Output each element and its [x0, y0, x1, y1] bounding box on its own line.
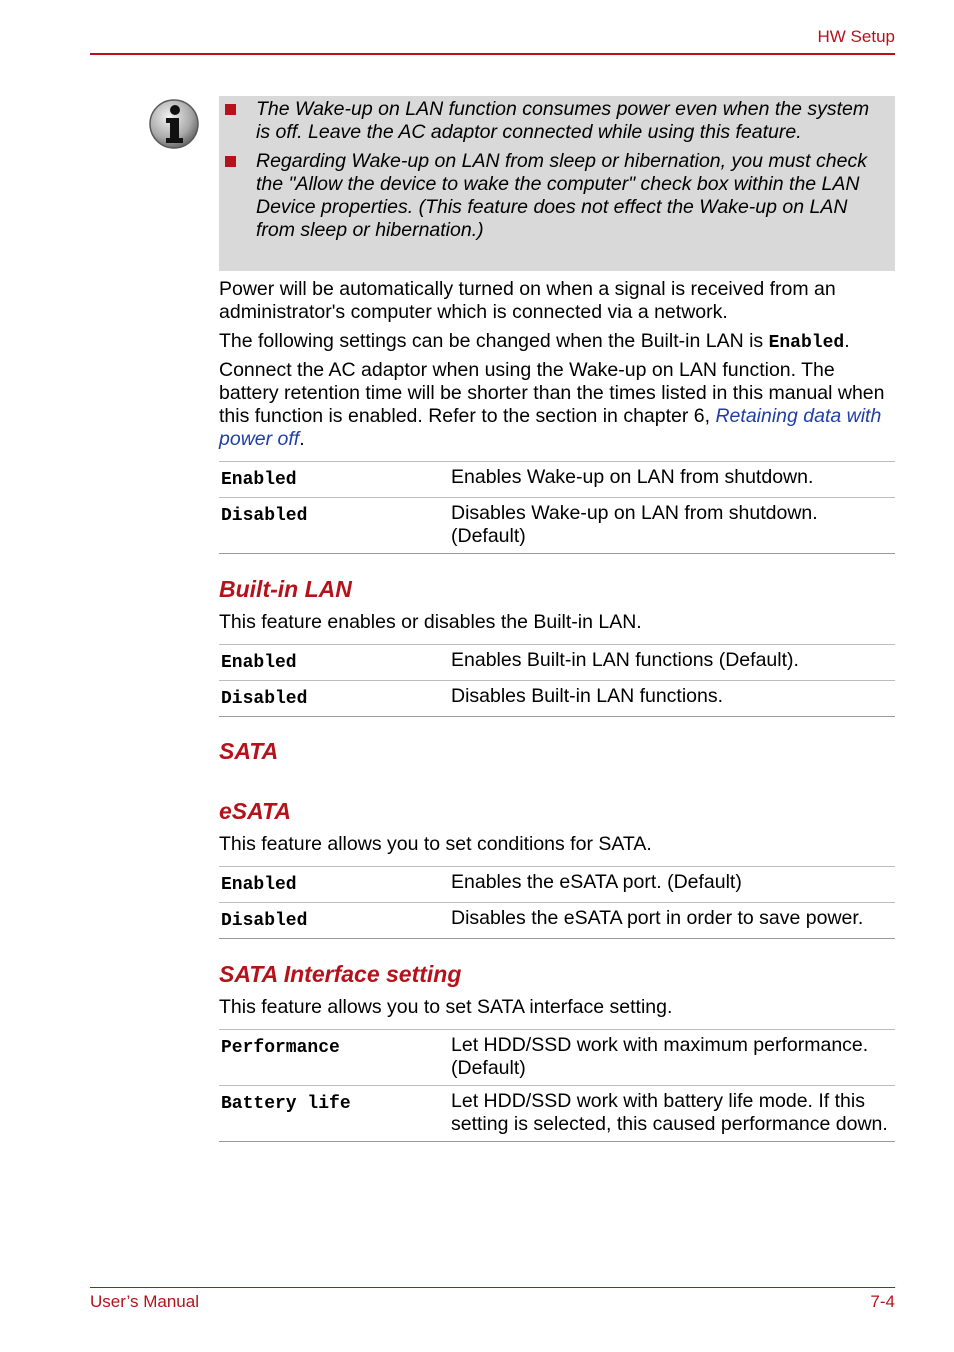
note-item: [219, 150, 887, 242]
option-desc: Enables Wake-up on LAN from shutdown.: [449, 462, 895, 498]
sata-interface-table: [219, 1029, 895, 1142]
running-header: HW Setup: [817, 27, 895, 46]
table-row: [219, 1030, 895, 1086]
option-desc: Let HDD/SSD work with battery life mode. If this setting is selected, this caused performance down.: [449, 1086, 895, 1142]
option-key: Performance: [219, 1030, 449, 1086]
paragraph-text: .: [299, 428, 305, 450]
retaining-data-link[interactable]: Retaining data with power off: [219, 405, 882, 450]
option-key: Enabled: [219, 462, 449, 498]
paragraph-text: The following settings can be changed when the Built-in LAN is: [219, 330, 769, 352]
esata-intro: This feature allows you to set conditions for SATA.: [219, 833, 652, 855]
esata-table: [219, 866, 895, 939]
wol-options-table: [219, 461, 895, 554]
wol-paragraph-3: [219, 359, 895, 451]
header-rule: [90, 53, 895, 55]
sata-interface-intro: This feature allows you to set SATA interface setting.: [219, 996, 673, 1018]
table-row: [219, 867, 895, 903]
option-desc: Disables Wake-up on LAN from shutdown. (Default): [449, 498, 895, 554]
option-desc: Enables the eSATA port. (Default): [449, 867, 895, 903]
paragraph-text: Connect the AC adaptor when using the Wake-up on LAN function. The battery retention time will be shorter than the times listed in this manual when this function is enabled. Refer to the section in chapter 6,: [219, 359, 885, 427]
bullet-square-icon: [225, 156, 236, 167]
sata-heading: SATA: [219, 738, 279, 764]
builtin-lan-heading: Built-in LAN: [219, 576, 352, 602]
option-key: Disabled: [219, 681, 449, 717]
table-row: [219, 645, 895, 681]
option-key: Disabled: [219, 498, 449, 554]
table-row: [219, 462, 895, 498]
paragraph-text: .: [844, 330, 850, 352]
code-enabled: Enabled: [768, 333, 845, 353]
builtin-lan-intro: This feature enables or disables the Built-in LAN.: [219, 611, 642, 633]
table-row: [219, 903, 895, 939]
option-desc: Enables Built-in LAN functions (Default).: [449, 645, 895, 681]
bullet-square-icon: [225, 104, 236, 115]
option-key: Enabled: [219, 645, 449, 681]
option-key: Battery life: [219, 1086, 449, 1142]
option-desc: Let HDD/SSD work with maximum performance. (Default): [449, 1030, 895, 1086]
note-item: [219, 98, 887, 144]
note-text: Regarding Wake-up on LAN from sleep or hibernation, you must check the "Allow the device to wake the computer" check box within the LAN Device properties. (This feature does not effect the Wake-up on LAN from sleep or hibernation.): [256, 150, 867, 241]
wol-paragraph-1: Power will be automatically turned on when a signal is received from an administrator's computer which is connected via a network.: [219, 278, 836, 323]
option-key: Enabled: [219, 867, 449, 903]
table-row: [219, 681, 895, 717]
footer-rule: [90, 1287, 895, 1288]
note-text: The Wake-up on LAN function consumes power even when the system is off. Leave the AC adaptor connected while using this feature.: [256, 98, 870, 143]
info-icon: [148, 98, 200, 150]
sata-interface-heading: SATA Interface setting: [219, 961, 462, 987]
page-number: 7-4: [870, 1292, 895, 1311]
option-desc: Disables the eSATA port in order to save power.: [449, 903, 895, 939]
option-key: Disabled: [219, 903, 449, 939]
table-row: [219, 498, 895, 554]
table-row: [219, 1086, 895, 1142]
wol-paragraph-2: [219, 330, 895, 355]
footer-manual-title: User’s Manual: [90, 1292, 199, 1311]
note-box: [219, 96, 895, 271]
option-desc: Disables Built-in LAN functions.: [449, 681, 895, 717]
builtin-lan-table: [219, 644, 895, 717]
esata-heading: eSATA: [219, 798, 291, 824]
